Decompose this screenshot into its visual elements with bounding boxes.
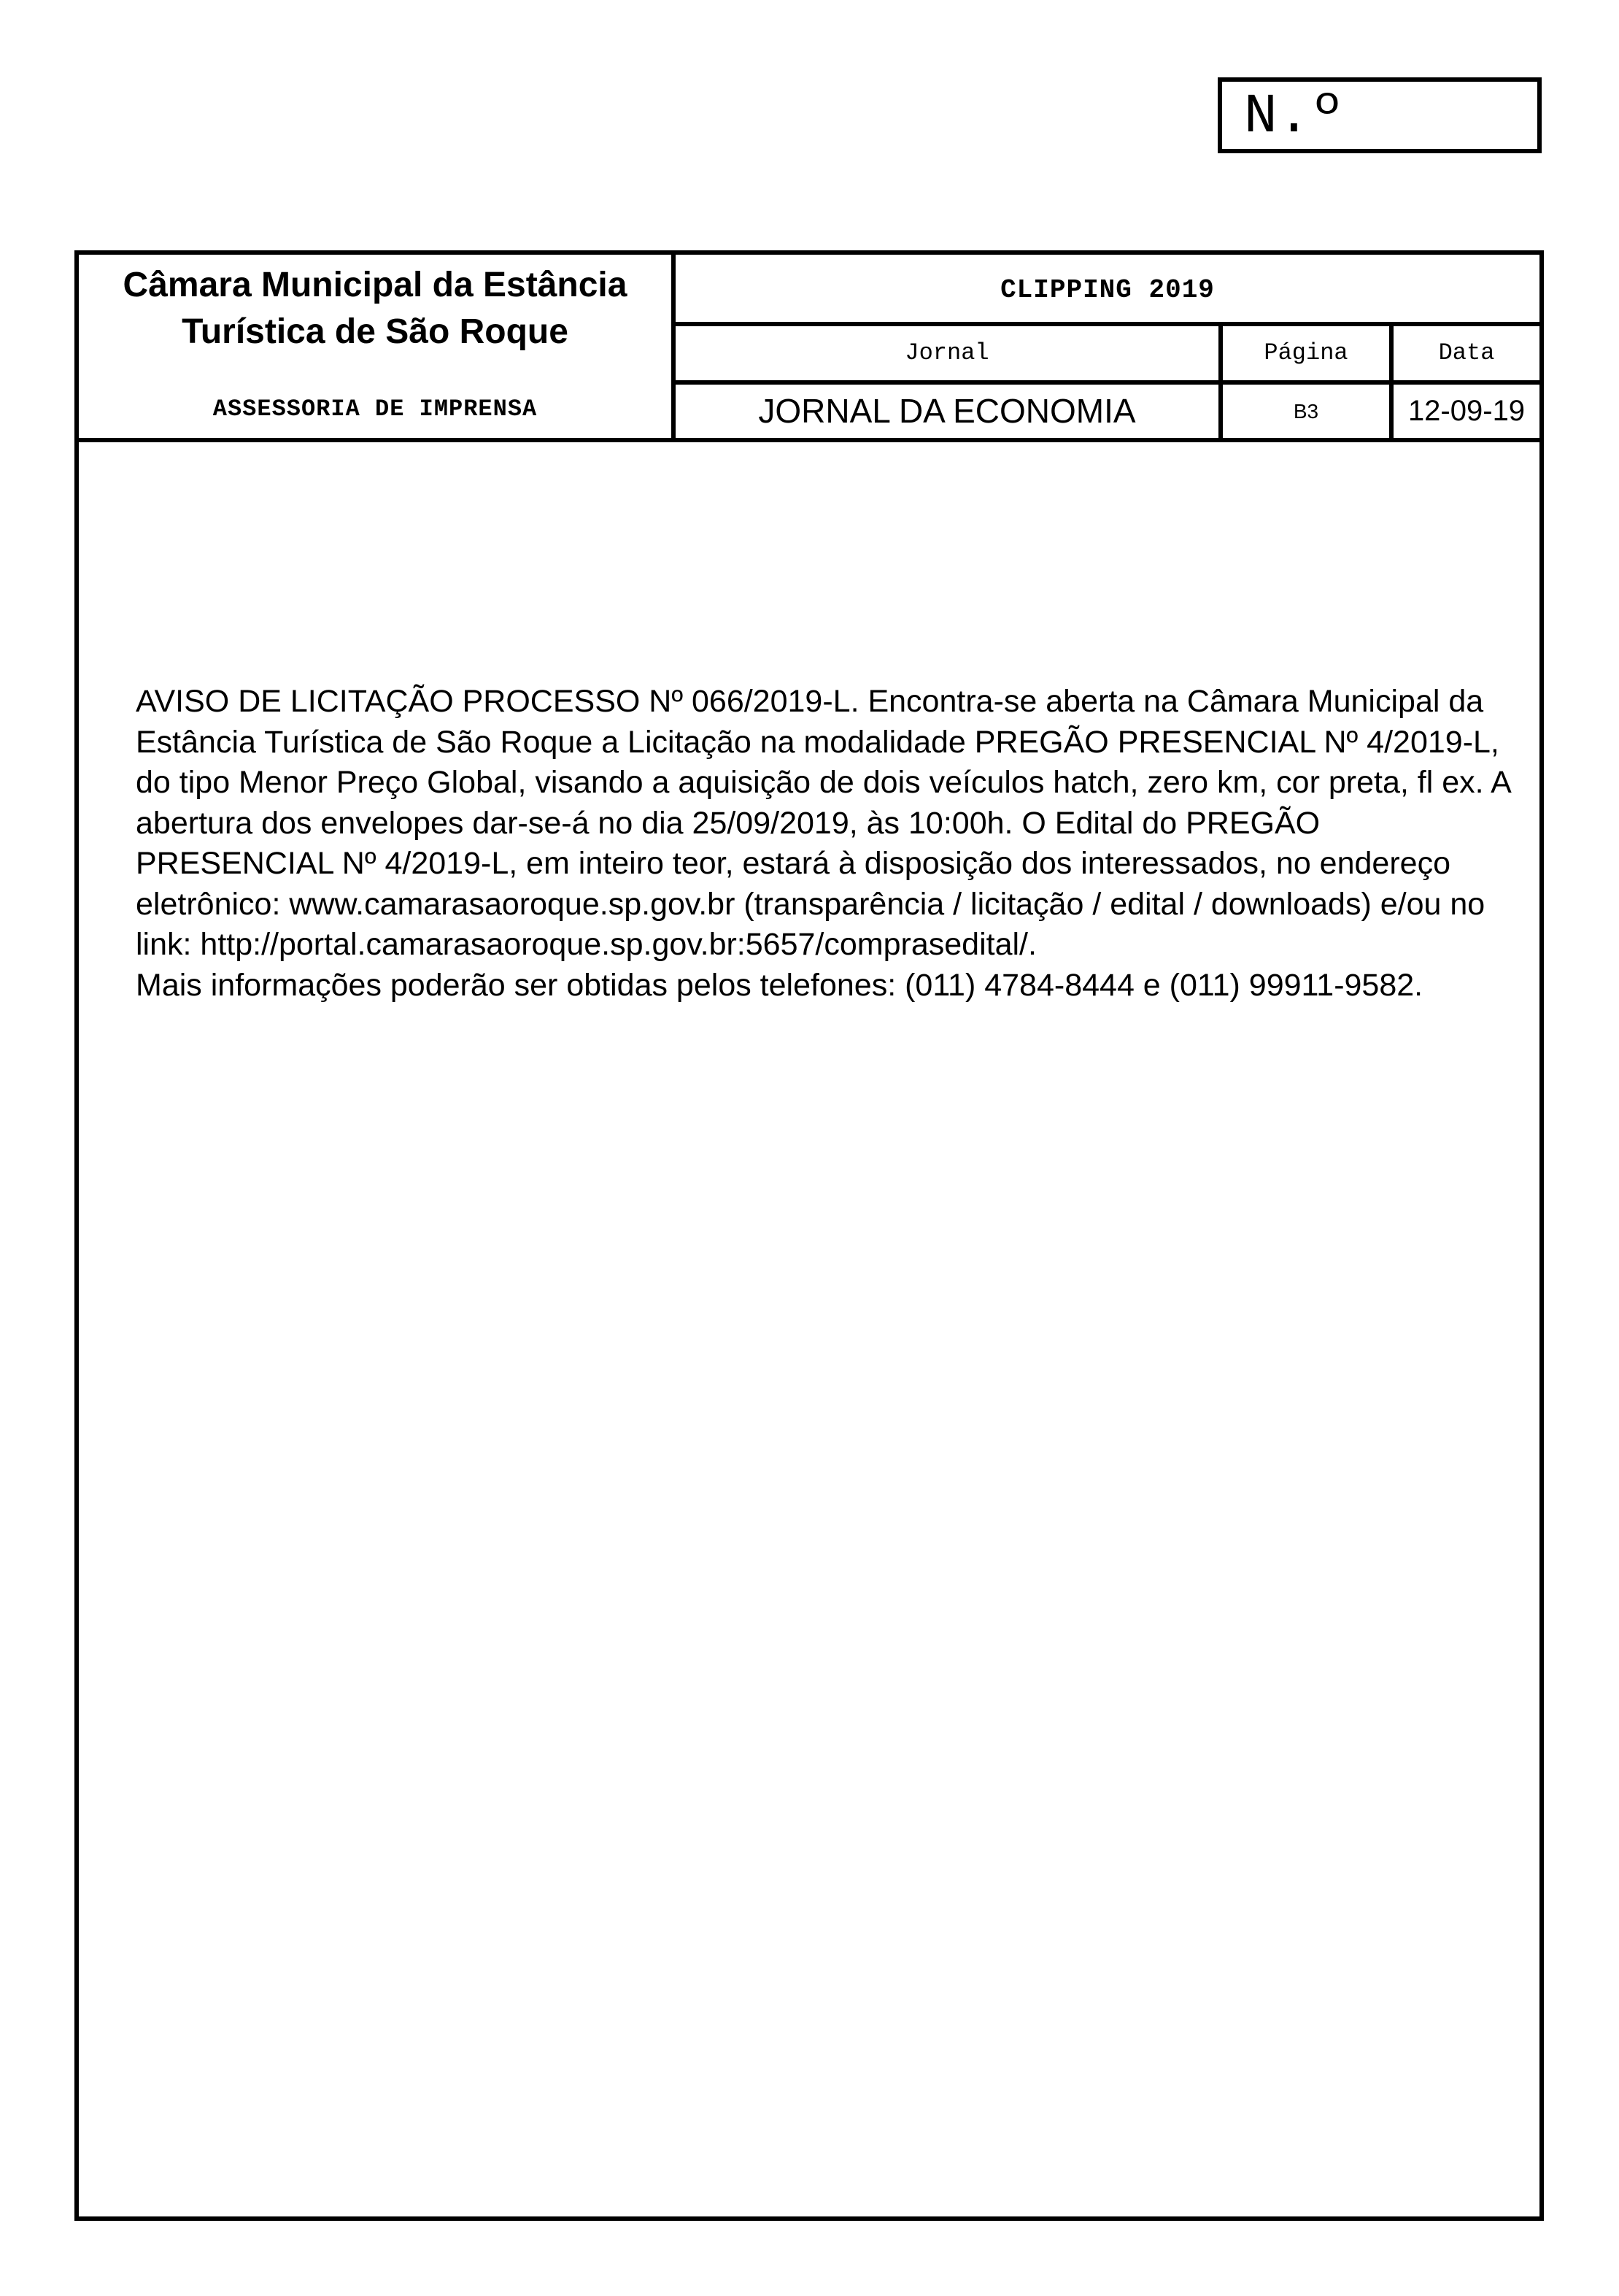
clipping-header <box>79 255 1539 442</box>
clipping-info <box>676 255 1539 438</box>
organization-cell <box>79 255 676 438</box>
journal-column-header: Jornal <box>676 326 1223 385</box>
article-paragraph: AVISO DE LICITAÇÃO PROCESSO Nº 066/2019-L. Encontra-se aberta na Câmara Municipal da Estância Turística de São Roque a Licitação na modalidade PREGÃO PRESENCIAL Nº 4/2019-L, do tipo Menor Preço Global, visando a aquisição de dois veículos hatch, zero km, cor preta, fl ex. A abertura dos envelopes dar-se-á no dia 25/09/2019, às 10:00h. O Edital do PREGÃO PRESENCIAL Nº 4/2019-L, em inteiro teor, estará à disposição dos interessados, no endereço eletrônico: www.camarasaoroque.sp.gov.br (transparência / licitação / edital / downloads) e/ou no link: http://portal.camarasaoroque.sp.gov.br:5657/comprasedital/. <box>136 684 1510 962</box>
journal-value: JORNAL DA ECONOMIA <box>676 385 1223 438</box>
date-column-header: Data <box>1394 326 1539 385</box>
number-box <box>1218 77 1542 153</box>
article-body <box>136 682 1522 1006</box>
date-value: 12-09-19 <box>1407 395 1526 427</box>
clipping-title: CLIPPING 2019 <box>676 255 1539 326</box>
department-name: ASSESSORIA DE IMPRENSA <box>212 396 538 423</box>
clipping-frame <box>74 250 1544 2221</box>
page-column-header: Página <box>1223 326 1394 385</box>
article-paragraph-contact: Mais informações poderão ser obtidas pelos telefones: (011) 4784-8444 e (011) 99911-9582. <box>136 967 1423 1003</box>
number-label: N.º <box>1244 85 1344 148</box>
page-value: B3 <box>1223 385 1394 438</box>
organization-name: Câmara Municipal da Estância Turística de São Roque <box>123 266 627 351</box>
